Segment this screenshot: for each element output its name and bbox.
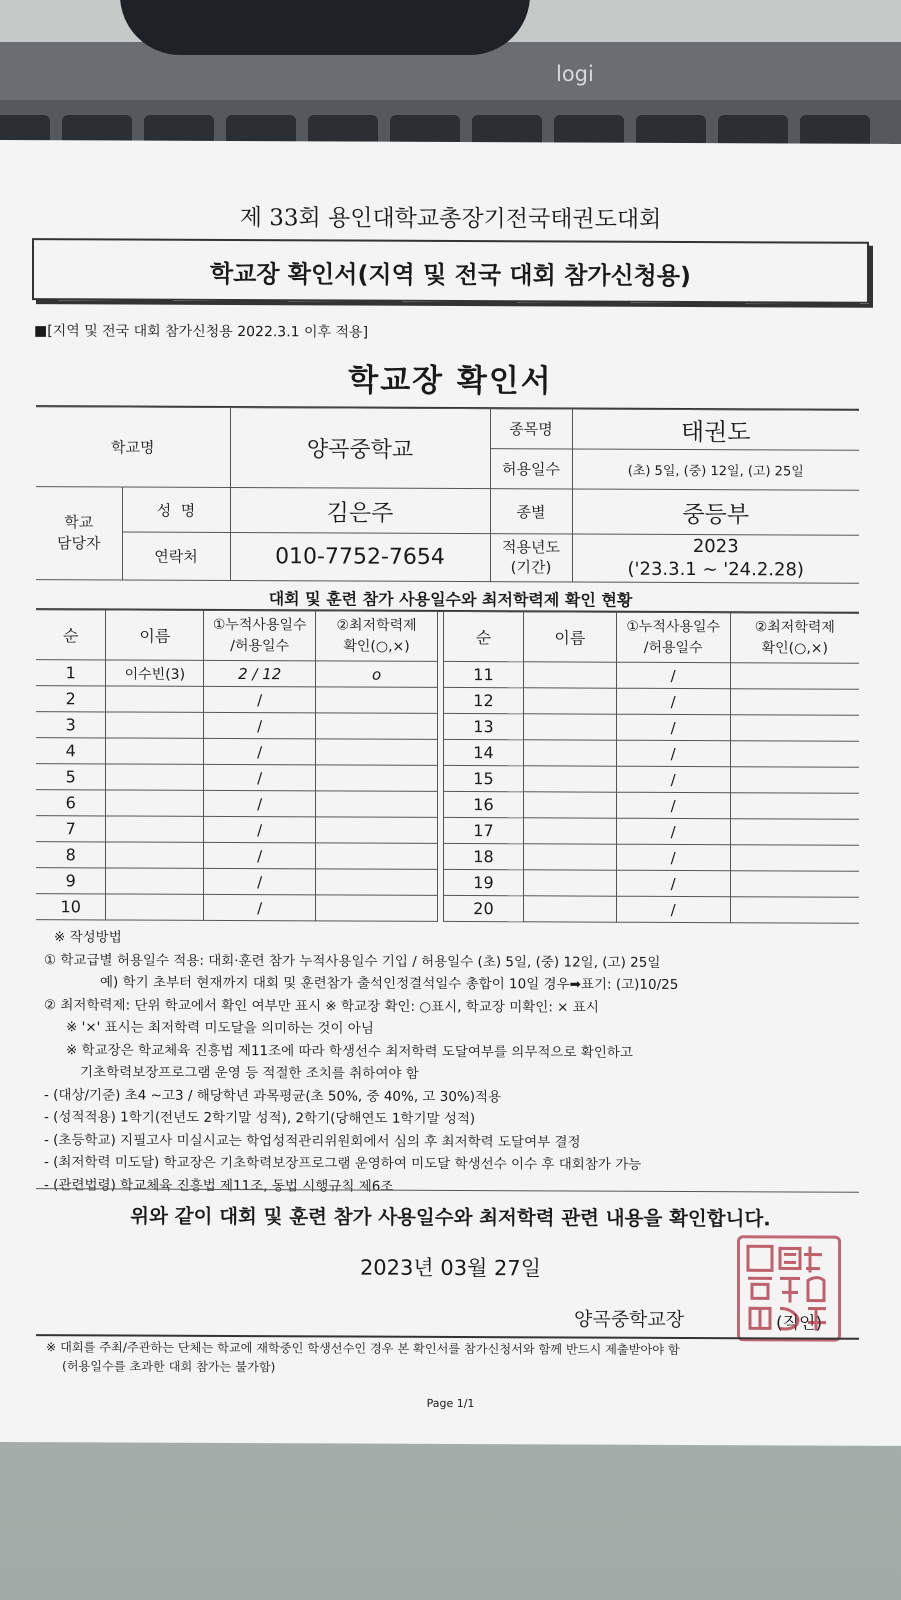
row-name <box>106 764 204 790</box>
row-check <box>316 817 438 844</box>
col-header-days: ①누적사용일수 /허용일수 <box>204 610 316 660</box>
row-name <box>523 896 616 922</box>
instructions <box>44 926 859 1200</box>
row-check <box>730 819 859 846</box>
row-name <box>523 688 616 714</box>
manager-label: 학교 담당자 <box>36 487 122 580</box>
row-days: / <box>616 818 730 844</box>
row-days: / <box>204 738 316 764</box>
status-table-left <box>36 609 438 922</box>
row-check <box>316 739 438 766</box>
main-title: 학교장 확인서 <box>348 362 553 400</box>
row-name <box>106 790 204 816</box>
row-days: / <box>204 894 316 920</box>
table-row <box>444 687 860 715</box>
row-name <box>523 714 616 740</box>
row-days: / <box>616 714 730 740</box>
allowed-days-label: 허용일수 <box>490 449 572 489</box>
table-row <box>36 712 438 740</box>
row-number: 8 <box>36 842 106 868</box>
row-days: / <box>204 790 316 816</box>
row-number: 11 <box>444 661 524 687</box>
allowed-days-value: (초) 5일, (중) 12일, (고) 25일 <box>572 449 859 490</box>
instruction-line: ② 최저학력제: 단위 학교에서 확인 여부만 표시 ※ 학교장 확인: ○표시, 학교장 미확인: × 표시 <box>44 996 599 1016</box>
row-name <box>106 868 204 894</box>
table-row <box>444 791 860 819</box>
table-row <box>36 738 438 766</box>
year-value: 2023 <box>692 536 739 558</box>
row-name: 이수빈(3) <box>106 660 204 686</box>
row-days: / <box>204 712 316 738</box>
table-row <box>444 713 860 741</box>
name-label: 성 명 <box>122 487 230 532</box>
row-check <box>730 793 859 820</box>
seal-glyphs <box>740 1238 838 1338</box>
category-label: 종별 <box>490 489 572 534</box>
row-check <box>730 663 859 690</box>
row-check <box>730 741 859 768</box>
row-name <box>523 870 616 896</box>
instruction-line: - (초등학교) 지필고사 미실시교는 학업성적관리위원회에서 심의 후 최저학력 도달여부 결정 <box>44 1131 581 1151</box>
col-header-check: ②최저학력제 확인(○,×) <box>730 613 859 664</box>
row-number: 18 <box>444 843 524 869</box>
row-days: / <box>616 688 730 714</box>
event-title: 제 33회 용인대학교총장기전국태권도대회 <box>239 205 662 233</box>
sport-value: 태권도 <box>572 409 859 450</box>
row-number: 2 <box>36 686 106 712</box>
row-name <box>106 738 204 764</box>
row-check <box>730 845 859 872</box>
table-row <box>444 739 860 767</box>
row-name <box>523 662 616 688</box>
row-name <box>523 844 616 870</box>
issue-date: 2023년 03월 27일 <box>359 1255 542 1281</box>
category-value: 중등부 <box>572 489 859 535</box>
row-check <box>316 713 438 740</box>
row-number: 3 <box>36 712 106 738</box>
year-label: 적용년도 (기간) <box>490 534 572 582</box>
instruction-line: - (성적적용) 1학기(전년도 2학기말 성적), 2학기(당해연도 1학기말 성적) <box>44 1109 476 1128</box>
instruction-line: - (최저학력 미도달) 학교장은 기초학력보장프로그램 운영하여 미도달 학생선수 이수 후 대회참가 가능 <box>44 1154 642 1173</box>
row-name <box>106 816 204 842</box>
row-number: 19 <box>444 869 524 895</box>
row-days: / <box>616 896 730 922</box>
row-days: / <box>204 842 316 868</box>
row-check <box>730 897 859 924</box>
mouse <box>120 0 530 55</box>
school-label: 학교명 <box>36 407 230 488</box>
instruction-line: ① 학교급별 허용일수 적용: 대회·훈련 참가 누적사용일수 기입 / 허용일수 (초) 5일, (중) 12일, (고) 25일 <box>44 951 661 971</box>
info-table <box>36 406 859 583</box>
table-row <box>36 764 438 792</box>
instructions-heading: ※ 작성방법 <box>54 929 122 946</box>
contact-label: 연락처 <box>122 532 230 580</box>
row-check <box>316 895 438 922</box>
name-value: 김은주 <box>230 488 490 534</box>
row-days: 2 / 12 <box>204 660 316 686</box>
period-value: ('23.3.1 ~ '24.2.28) <box>627 559 804 581</box>
instruction-line: ※ 학교장은 학교체육 진흥법 제11조에 따라 학생선수 최저학력 도달여부를 의무적으로 확인하고 <box>66 1041 633 1061</box>
row-check <box>316 869 438 896</box>
table-row <box>36 660 438 688</box>
row-number: 7 <box>36 816 106 842</box>
table-row <box>444 817 860 845</box>
row-name <box>523 740 616 766</box>
row-days: / <box>616 662 730 688</box>
col-header-no: 순 <box>444 611 524 661</box>
row-number: 1 <box>36 660 106 686</box>
row-number: 16 <box>444 791 524 817</box>
row-name <box>523 818 616 844</box>
row-check <box>316 791 438 818</box>
sport-label: 종목명 <box>490 409 572 449</box>
table-row <box>36 686 438 714</box>
signer: 양곡중학교장 <box>574 1308 685 1331</box>
row-check <box>316 687 438 714</box>
row-number: 5 <box>36 764 106 790</box>
row-name <box>106 842 204 868</box>
col-header-days: ①누적사용일수 /허용일수 <box>616 612 730 662</box>
page-label: Page 1/1 <box>426 1396 475 1411</box>
seal-label: (직인) <box>776 1313 823 1334</box>
year-cell <box>572 534 859 583</box>
status-table-right <box>443 611 859 924</box>
row-check <box>730 871 859 898</box>
footnote-1: ※ 대회를 주최/주관하는 단체는 학교에 재학중인 학생선수인 경우 본 확인서를 참가신청서와 함께 반드시 제출받아야 함 <box>46 1340 680 1357</box>
school-seal-stamp <box>737 1235 841 1341</box>
notice: ■[지역 및 전국 대회 참가신청용 2022.3.1 이후 적용] <box>34 323 369 341</box>
row-number: 14 <box>444 739 524 765</box>
row-check <box>730 767 859 794</box>
row-number: 17 <box>444 817 524 843</box>
row-days: / <box>204 816 316 842</box>
row-check <box>316 843 438 870</box>
instruction-line: ※ '×' 표시는 최저학력 미도달을 의미하는 것이 아님 <box>66 1019 374 1037</box>
row-name <box>523 792 616 818</box>
row-days: / <box>616 844 730 870</box>
col-header-no: 순 <box>36 610 106 660</box>
document-paper <box>0 140 901 1446</box>
school-value: 양곡중학교 <box>230 408 490 489</box>
instruction-line: 예) 학기 초부터 현재까지 대회 및 훈련참가 출석인정결석일수 총합이 10일 경우➡표기: (고)10/25 <box>100 974 679 993</box>
contact-value: 010-7752-7654 <box>230 533 490 582</box>
row-check <box>730 689 859 716</box>
row-days: / <box>204 686 316 712</box>
table-row <box>36 868 438 896</box>
table-row <box>444 895 860 923</box>
instruction-line: - (대상/기준) 초4 ~고3 / 해당학년 과목평균(초 50%, 중 40%, 고 30%)적용 <box>44 1086 502 1105</box>
keyboard-logo: logi <box>556 62 594 86</box>
table-row <box>444 661 860 689</box>
row-check: o <box>316 661 438 688</box>
table-row <box>36 816 438 844</box>
row-days: / <box>204 764 316 790</box>
row-number: 10 <box>36 894 106 920</box>
instruction-line: - (관련법령) 학교체육 진흥법 제11조, 동법 시행규칙 제6조 <box>44 1176 394 1195</box>
row-days: / <box>616 766 730 792</box>
table-row <box>36 842 438 870</box>
row-number: 15 <box>444 765 524 791</box>
row-days: / <box>616 792 730 818</box>
col-header-check: ②최저학력제 확인(○,×) <box>316 611 438 662</box>
row-check <box>730 715 859 742</box>
table-row <box>444 843 860 871</box>
row-name <box>106 712 204 738</box>
row-number: 6 <box>36 790 106 816</box>
doc-banner: 학교장 확인서(지역 및 전국 대회 참가신청용) <box>209 259 692 291</box>
row-days: / <box>616 870 730 896</box>
status-title: 대회 및 훈련 참가 사용일수와 최저학력제 확인 현황 <box>268 589 633 610</box>
row-name <box>523 766 616 792</box>
table-row <box>36 790 438 818</box>
row-days: / <box>616 740 730 766</box>
col-header-name: 이름 <box>523 612 616 662</box>
row-number: 9 <box>36 868 106 894</box>
col-header-name: 이름 <box>106 610 204 660</box>
table-row <box>444 869 860 897</box>
row-number: 12 <box>444 687 524 713</box>
row-check <box>316 765 438 792</box>
row-name <box>106 686 204 712</box>
row-number: 4 <box>36 738 106 764</box>
row-number: 20 <box>444 895 524 921</box>
row-name <box>106 894 204 920</box>
row-days: / <box>204 868 316 894</box>
instruction-line: 기초학력보장프로그램 운영 등 적절한 조치를 취하여야 함 <box>80 1064 419 1082</box>
footnote-2: (허용일수를 초과한 대회 참가는 불가함) <box>62 1359 276 1375</box>
confirm-statement: 위와 같이 대회 및 훈련 참가 사용일수와 최저학력 관련 내용을 확인합니다. <box>130 1204 771 1231</box>
table-row <box>444 765 860 793</box>
row-number: 13 <box>444 713 524 739</box>
table-row <box>36 894 438 922</box>
